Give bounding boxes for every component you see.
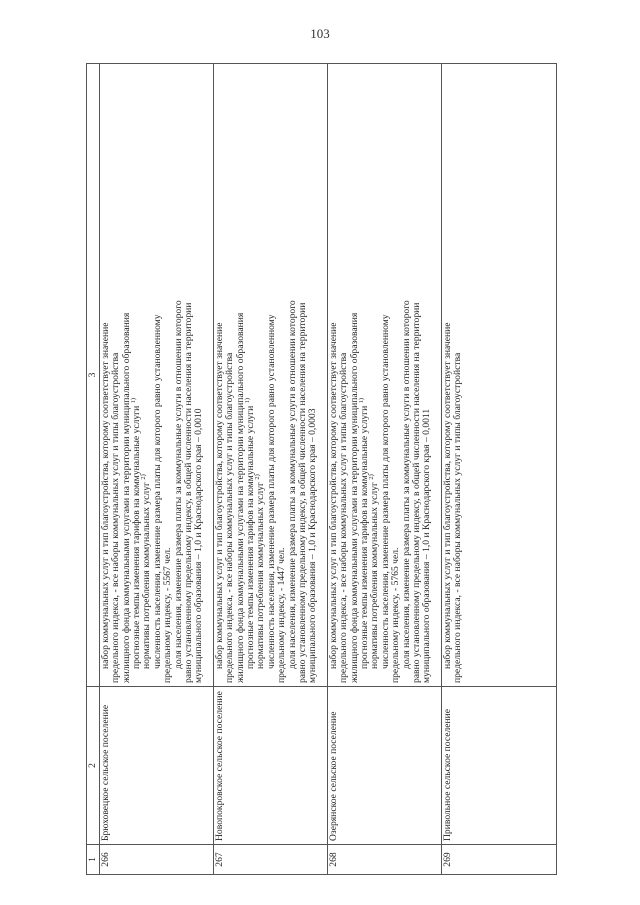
- header-col-1: 1: [87, 845, 100, 875]
- table-row: [214, 64, 328, 875]
- settlement-name: Брюховецкое сельское поселение: [100, 687, 214, 845]
- row-description: набор коммунальных услуг и тип благоустройства, которому соответствует значение предельного индекса, - все наборы коммунальных услуг и типы благоустройства жилищного фонда коммунальными услугами на территории муниципального образования прогнозные темпы изменения тарифов на коммунальные услуги $^{1)}$ нормативы потребления коммунальных услуг $^{2)}$ численность населения, изменение размера платы для которого равно установленному предельному индексу, - 1447 чел. доля населения, изменение размера платы за коммунальные услуги в отношении которого равно установленному предельному индексу, в общей численности населения на территории муниципального образования – 1,0 и Краснодарского края – 0,0003: [214, 64, 328, 687]
- utility-table: [86, 63, 557, 875]
- page-number: 103: [310, 26, 330, 41]
- header-col-2: 2: [87, 687, 100, 845]
- row-number: 268: [328, 845, 442, 875]
- settlement-name: Новопокровское сельское поселение: [214, 687, 328, 845]
- table-row: [100, 64, 214, 875]
- row-description: набор коммунальных услуг и тип благоустройства, которому соответствует значение предельного индекса, - все наборы коммунальных услуг и типы благоустройства жилищного фонда коммунальными услугами на территории муниципального образования прогнозные темпы изменения тарифов на коммунальные услуги $^{1)}$ нормативы потребления коммунальных услуг $^{2)}$ численность населения, изменение размера платы для которого равно установленному предельному индексу, - 5567 чел. доля населения, изменение размера платы за коммунальные услуги в отношении которого равно установленному предельному индексу, в общей численности населения на территории муниципального образования – 1,0 и Краснодарского края – 0,0010: [100, 64, 214, 687]
- rotated-table: [86, 63, 557, 875]
- row-number: 269: [442, 845, 557, 875]
- settlement-name: Привольное сельское поселение: [442, 687, 557, 845]
- rotated-table-container: [86, 63, 557, 875]
- row-description: набор коммунальных услуг и тип благоустройства, которому соответствует значение предельного индекса, - все наборы коммунальных услуг и типы благоустройства жилищного фонда коммунальными услугами на территории муниципального образования прогнозные темпы изменения тарифов на коммунальные услуги $^{1)}$ нормативы потребления коммунальных услуг $^{2)}$ численность населения, изменение размера платы для которого равно установленному предельному индексу, - 5765 чел. доля населения, изменение размера платы за коммунальные услуги в отношении которого равно установленному предельному индексу, в общей численности населения на территории муниципального образования – 1,0 и Краснодарского края – 0,0011: [328, 64, 442, 687]
- header-row: [87, 64, 100, 875]
- row-description: набор коммунальных услуг и тип благоустройства, которому соответствует значение предельного индекса, - все наборы коммунальных услуг и типы благоустройства: [442, 64, 557, 687]
- header-col-3: 3: [87, 64, 100, 687]
- table-row: [442, 64, 557, 875]
- table-row: [328, 64, 442, 875]
- row-number: 267: [214, 845, 328, 875]
- row-number: 266: [100, 845, 214, 875]
- settlement-name: Озерянское сельское поселение: [328, 687, 442, 845]
